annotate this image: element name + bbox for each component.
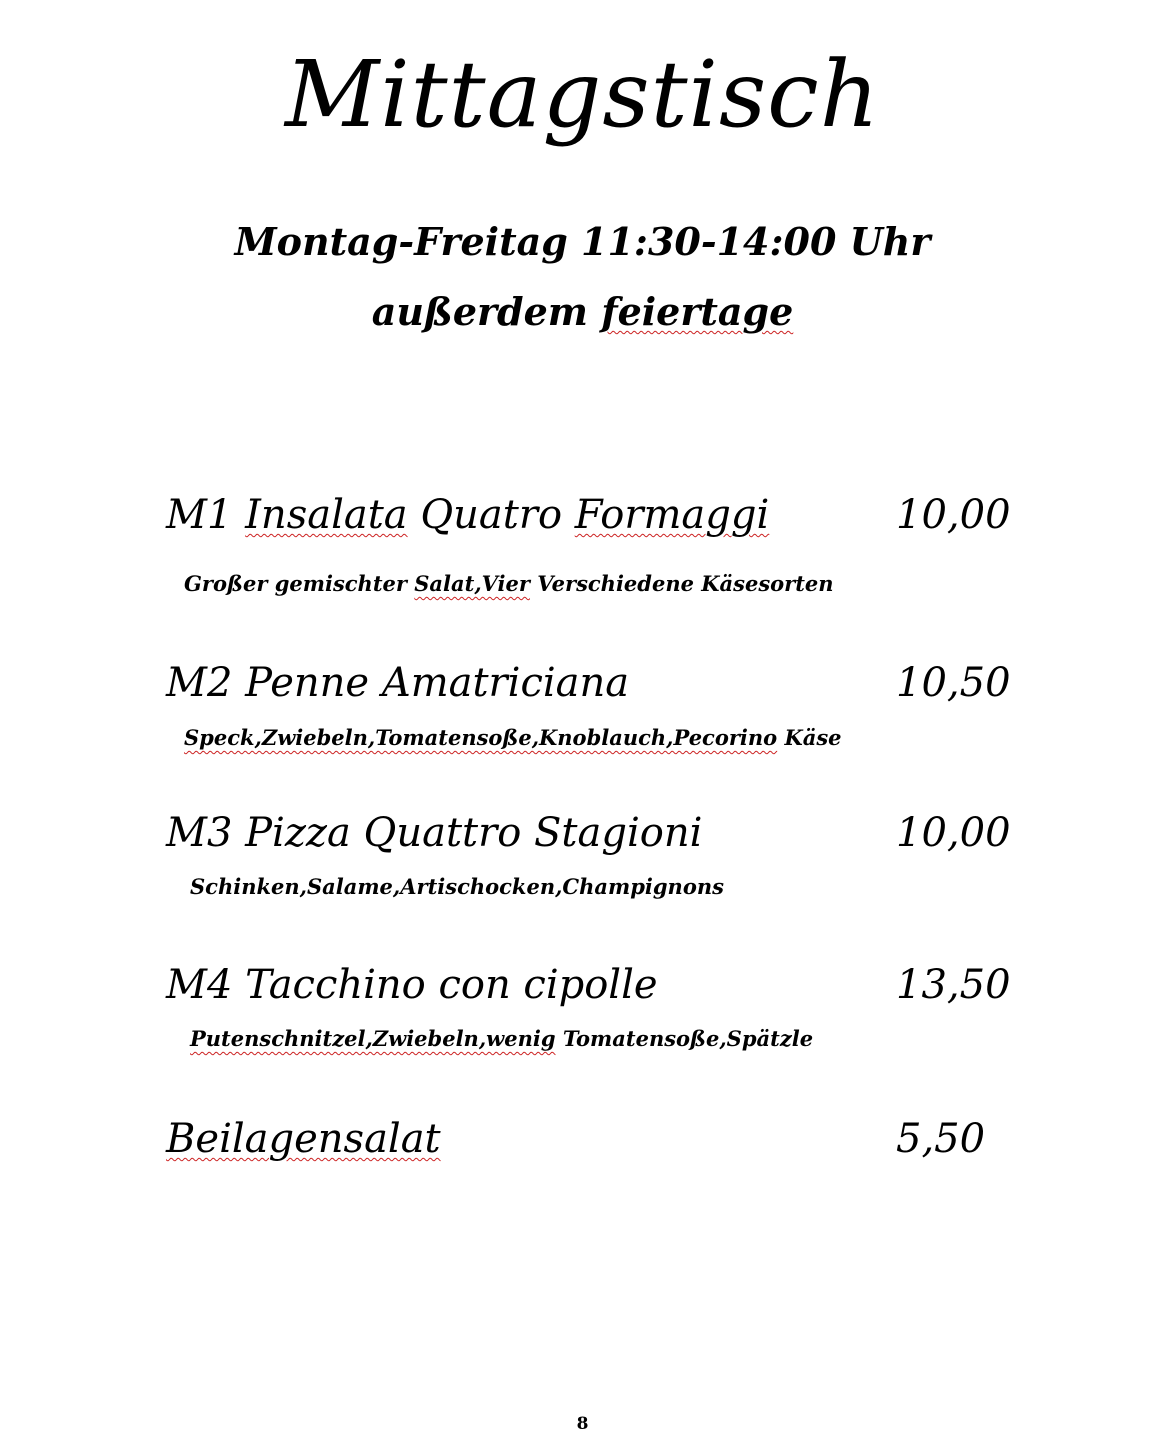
page-title: Mittagstisch — [285, 41, 880, 148]
m1-desc-part-1: Großer gemischter — [184, 571, 415, 596]
menu-item-price-m4: 13,50 — [896, 962, 1011, 1008]
m1-code: M1 — [166, 492, 246, 538]
menu-item-price-m1: 10,00 — [896, 492, 1011, 538]
menu-item-description-m1 — [184, 570, 834, 598]
menu-item-price-m3: 10,00 — [896, 810, 1011, 856]
menu-item-name-side-salad — [166, 1114, 441, 1164]
menu-item-description-m3: Schinken,Salame,Artischocken,Champignons — [190, 874, 724, 899]
m1-desc-part-3: Verschiedene Käsesorten — [529, 571, 834, 596]
m2-desc-part-2: Käse — [777, 725, 842, 750]
holiday-note — [0, 288, 1165, 336]
m4-desc-part-1: Putenschnitzel,Zwiebeln,wenig — [190, 1026, 556, 1051]
menu-item-description-m4 — [190, 1025, 813, 1053]
m1-name-part-1: Insalata — [245, 492, 408, 538]
page-number: 8 — [576, 1414, 589, 1434]
m1-desc-part-2: Salat,Vier — [414, 571, 530, 596]
side-salad-name: Beilagensalat — [166, 1116, 441, 1162]
opening-hours: Montag-Freitag 11:30-14:00 Uhr — [234, 219, 931, 264]
m4-desc-part-2: Tomatensoße,Spätzle — [555, 1026, 814, 1051]
holiday-note-prefix: außerdem — [371, 289, 602, 334]
m1-name-part-2: Quatro — [407, 492, 575, 538]
menu-item-price-m2: 10,50 — [896, 660, 1011, 706]
m1-name-part-3: Formaggi — [574, 492, 770, 538]
menu-item-price-side-salad: 5,50 — [896, 1116, 986, 1162]
menu-item-description-m2 — [184, 724, 842, 752]
menu-item-name-m4: M4 Tacchino con cipolle — [166, 962, 658, 1008]
menu-item-name-m2: M2 Penne Amatriciana — [166, 660, 630, 706]
holiday-note-word: feiertage — [601, 289, 794, 334]
menu-item-name-m3: M3 Pizza Quattro Stagioni — [166, 810, 703, 856]
menu-item-name-m1 — [166, 490, 769, 540]
m2-desc-part-1: Speck,Zwiebeln,Tomatensoße,Knoblauch,Pecorino — [184, 725, 778, 750]
